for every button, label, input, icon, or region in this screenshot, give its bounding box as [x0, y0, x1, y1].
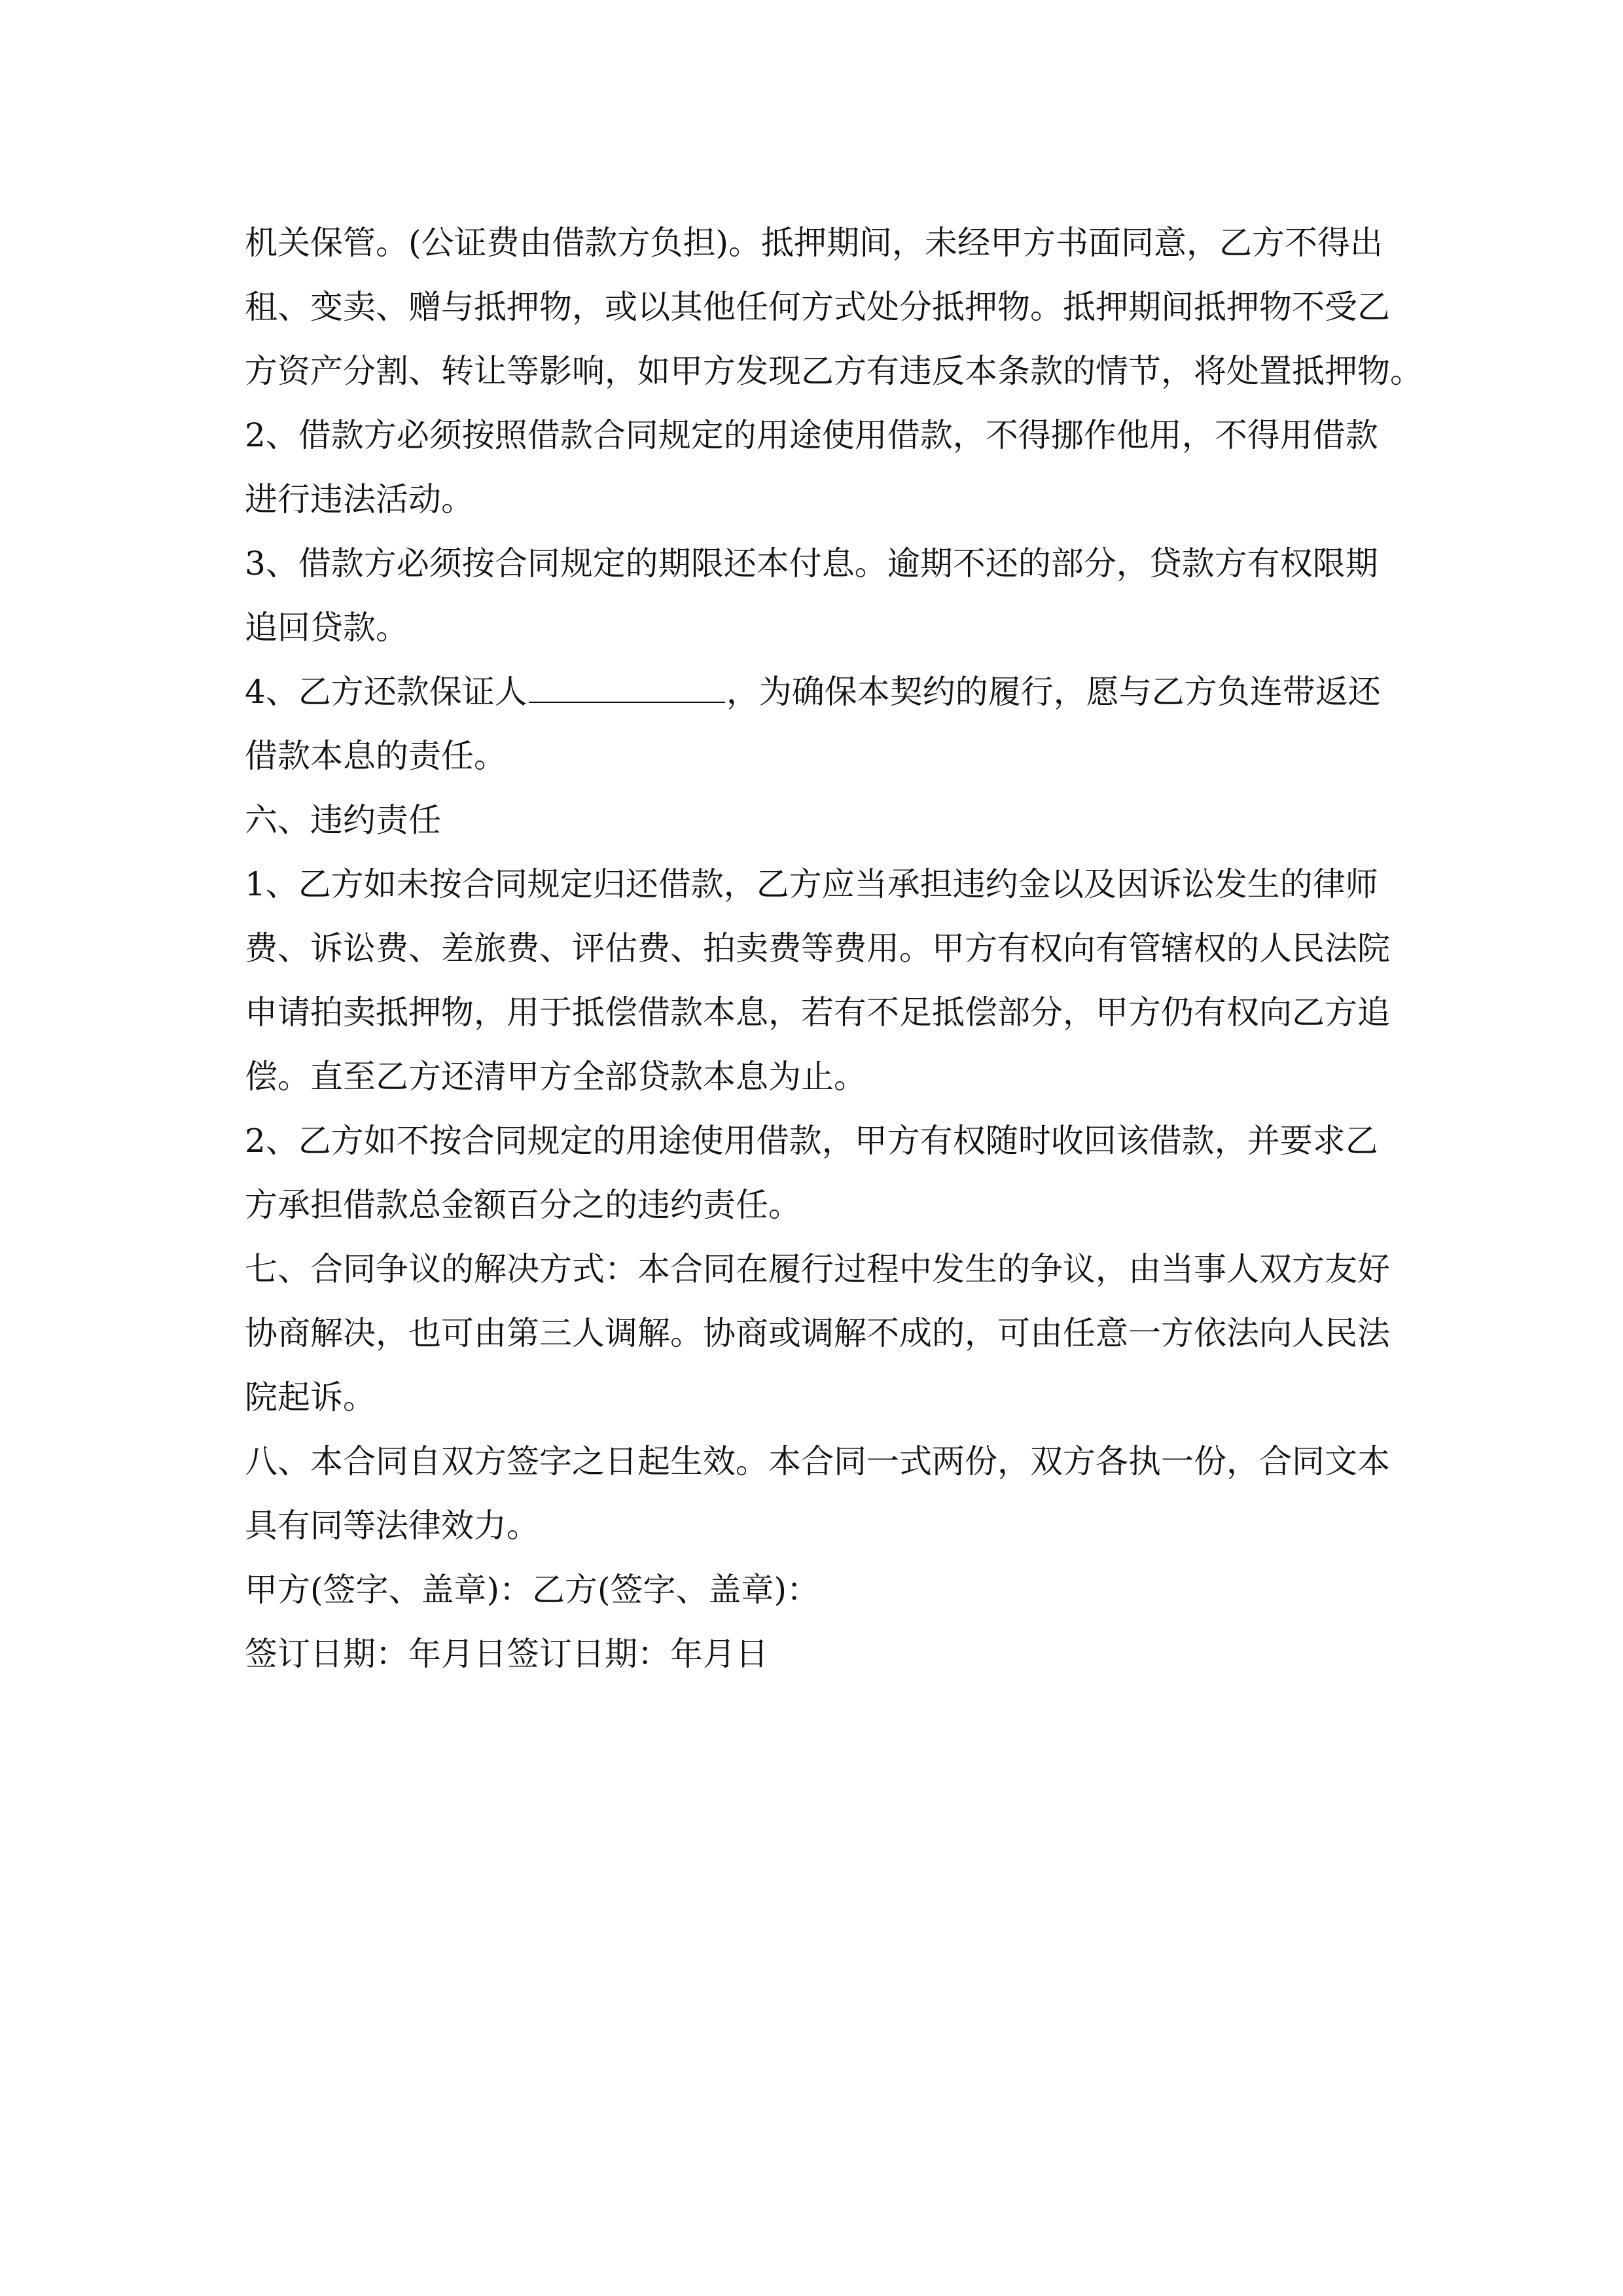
- guarantor-blank: [529, 669, 725, 703]
- text-line: 机关保管。(公证费由借款方负担)。抵押期间，未经甲方书面同意，乙方不得出: [245, 224, 1383, 262]
- breach-clause-2-line-2: 方承担借款总金额百分之的违约责任。: [245, 1186, 801, 1224]
- breach-clause-1-line-2: 费、诉讼费、差旅费、评估费、拍卖费等费用。甲方有权向有管辖权的人民法院: [245, 929, 1390, 967]
- text-line: 租、变卖、赠与抵押物，或以其他任何方式处分抵押物。抵押期间抵押物不受乙: [245, 288, 1390, 326]
- clause-3-line-2: 追回贷款。: [245, 609, 408, 647]
- clause-4-line-2: 借款本息的责任。: [245, 737, 507, 775]
- breach-clause-1-line-4: 偿。直至乙方还清甲方全部贷款本息为止。: [245, 1058, 866, 1096]
- clause-3-line-1: 3、借款方必须按合同规定的期限还本付息。逾期不还的部分，贷款方有权限期: [245, 545, 1378, 583]
- effective-clause-line-2: 具有同等法律效力。: [245, 1507, 539, 1545]
- text-line: 方资产分割、转让等影响，如甲方发现乙方有违反本条款的情节，将处置抵押物。: [245, 352, 1423, 390]
- effective-clause-line-1: 八、本合同自双方签字之日起生效。本合同一式两份，双方各执一份，合同文本: [245, 1443, 1390, 1480]
- clause-4-line-1: [245, 660, 1403, 724]
- breach-clause-1-line-1: 1、乙方如未按合同规定归还借款，乙方应当承担违约金以及因诉讼发生的律师: [245, 865, 1378, 903]
- dispute-clause-line-1: 七、合同争议的解决方式：本合同在履行过程中发生的争议，由当事人双方友好: [245, 1250, 1390, 1288]
- breach-clause-2-line-1: 2、乙方如不按合同规定的用途使用借款，甲方有权随时收回该借款，并要求乙: [245, 1122, 1378, 1160]
- clause-2-line-1: 2、借款方必须按照借款合同规定的用途使用借款，不得挪作他用，不得用借款: [245, 416, 1378, 454]
- signing-date-line: 签订日期：年月日签订日期：年月日: [245, 1635, 768, 1673]
- signature-line: 甲方(签字、盖章)：乙方(签字、盖章)：: [245, 1571, 820, 1609]
- dispute-clause-line-3: 院起诉。: [245, 1378, 376, 1416]
- section-heading-breach: 六、违约责任: [245, 801, 441, 839]
- dispute-clause-line-2: 协商解决，也可由第三人调解。协商或调解不成的，可由任意一方依法向人民法: [245, 1314, 1390, 1352]
- guarantor-label: 4、乙方还款保证人: [245, 673, 527, 711]
- breach-clause-1-line-3: 申请拍卖抵押物，用于抵偿借款本息，若有不足抵偿部分，甲方仍有权向乙方追: [245, 994, 1390, 1031]
- guarantor-text: ，为确保本契约的履行，愿与乙方负连带返还: [726, 673, 1381, 711]
- document-body: [245, 211, 1423, 1686]
- clause-2-line-2: 进行违法活动。: [245, 480, 474, 518]
